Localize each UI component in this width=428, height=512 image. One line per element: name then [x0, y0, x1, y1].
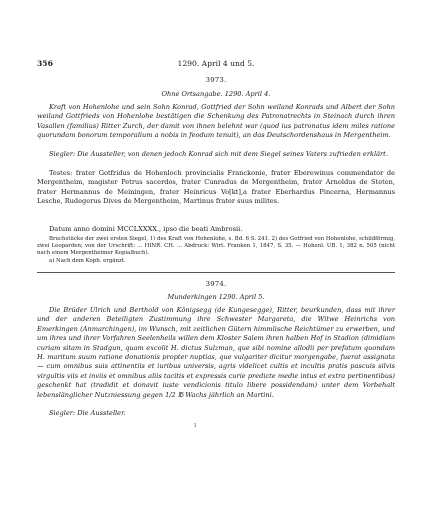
running-head: 1290. April 4 und 5. — [177, 59, 255, 68]
document-number: 3974. — [205, 280, 227, 288]
date-clause: Datum anno domini MCCLXXXX., ipso die beati Ambrosii. — [49, 225, 243, 233]
editorial-notes: Bruchstücke der zwei ersten Siegel, 1) des Kraft von Hohenlohe, s. Bd. 6 S. 241. 2) des Gotfried von Hohenlohe, schildförmig, zwei Leoparden; von der Urschrift: ... HINR. CH. ... Abdruck: Wirt. Franken 1, 1847, S. 35. — Hohenl. UB. 1, 382 n. 505 (nicht nach einem Mergentheimer Kopialbuch). — [37, 236, 395, 256]
margin-mark: ı — [194, 421, 197, 429]
document-summary: Kraft von Hohenlohe und sein Sohn Konrad, Gottfried der Sohn weiland Konrads und Albert der Sohn weiland Gottfrieds von Hohenlohe bestätigen die Schenkung des Patronatrechts in Steinach durch ihren Vasallen (familius) Ritter Zurch, der damit von ihnen belehnt war (quod ius patronatus idem miles ratione quorundam bonorum temporalium a nobis in feodum tenuit), an das Deutschordenshaus in Mergentheim. — [37, 103, 395, 140]
document-page — [37, 0, 395, 512]
page-number: 356 — [37, 59, 53, 68]
document-summary: Die Brüder Ulrich und Berthold von Königsegg (de Kungesegge), Ritter, beurkunden, dass mit ihrer und der anderen Beteiligten Zustimmung ihre Schwester Margareta, die Witwe Heinrichs von Emerkingen (Anmarchingen), im Wunsch, mit zeitlichen Gütern himmlische Reichtümer zu erwerben, und um ihres und ihrer Vorfahren Seelenheils willen dem Kloster Salem ihren halben Hof in Stadion (dimidiam curiam sitam in Stadgun, quam excolit H. dictus Sulzman, que sibi nomine allodii per prefatum quondam H. maritum suum ratione donationis propter nuptias, que vulgariter dicitur morgengabe, fuerat assignata — cum omnibus suis attinentiis et iuribus universis, agris videlicet cultis et incultis pratis pascuis silvis virgultis viis et inviis et omnibus aliis tacitis et expressis curie predicte medie intus et extra pertinentibus) geschenkt hat (tradidit et donavit iuste vendicionis titulo libere possidendam) unter dem Vorbehalt lebenslänglicher Nutzniessung gegen 1/2 ℔ Wachs jährlich an Martini. — [37, 306, 395, 399]
seal-note: Siegler: Die Aussteller, von denen jedoch Konrad sich mit dem Siegel seines Vaters zufrieden erklärt. — [49, 150, 388, 158]
document-dateline: Ohne Ortsangabe. 1290. April 4. — [161, 90, 271, 98]
page-header — [37, 59, 395, 71]
document-number: 3973. — [205, 76, 227, 84]
witness-list: Testes: frater Gotfridus de Hohenloch provincialis Franckonie, frater Eberewinus commendator de Mergentheim, magister Petrus sacerdos, frater Cunradus de Mergentheim, frater Arnoldus de Steten, frater Hermannus de Meiningen, frater Heinricus Vo[kt],a frater Eberhardus Pincerna, Hermannus Lesche, Rudegerus Dives de Mergentheim, Martinus frater suus milites. — [37, 169, 395, 206]
document-dateline: Munderkingen 1290. April 5. — [167, 293, 265, 301]
section-divider — [37, 272, 395, 273]
seal-note: Siegler: Die Aussteller. — [49, 409, 126, 417]
footnote: a) Nach dem Kopb. ergänzt. — [49, 258, 126, 264]
